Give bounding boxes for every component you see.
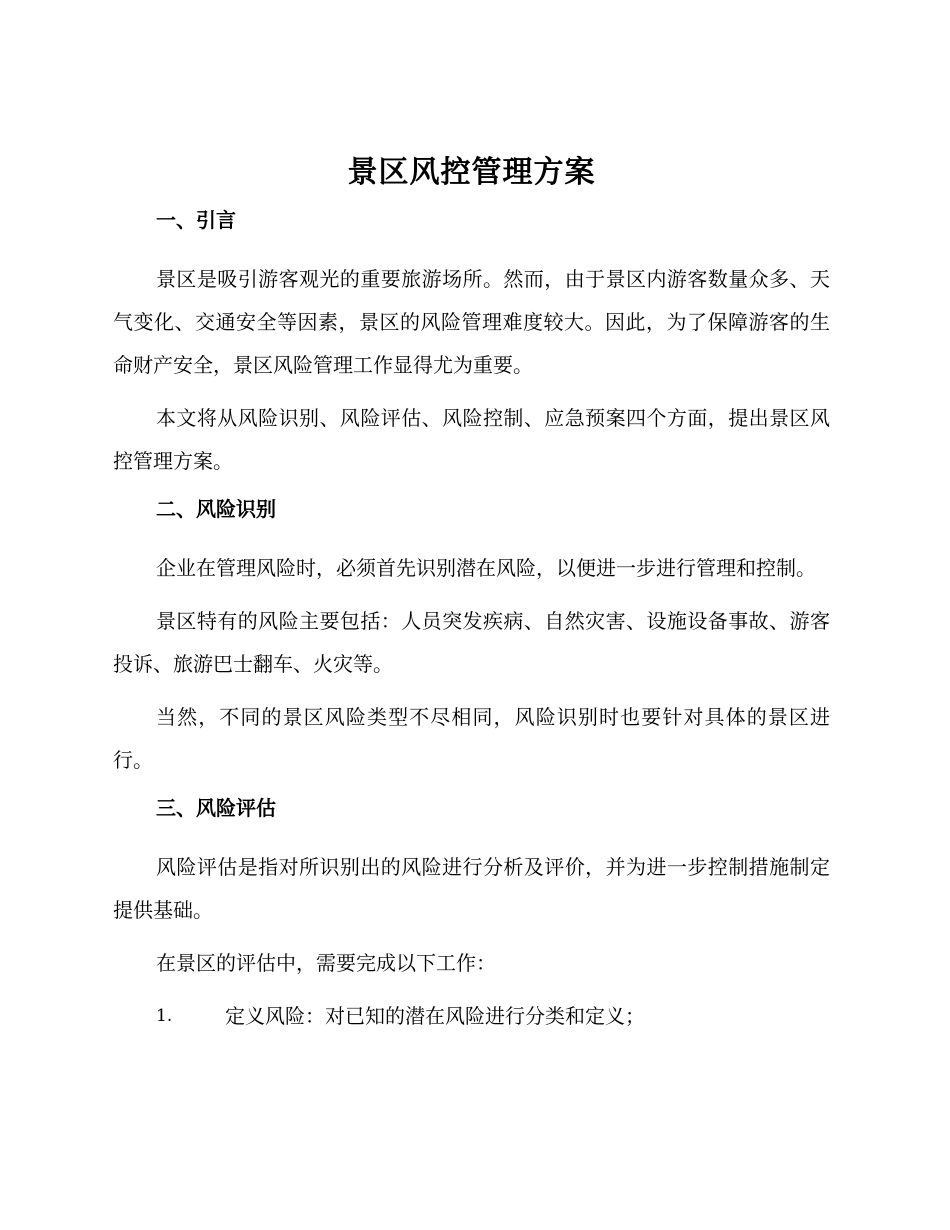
- list-item: [113, 995, 830, 1038]
- paragraph: 风险评估是指对所识别出的风险进行分析及评价，并为进一步控制措施制定提供基础。: [113, 855, 830, 922]
- paragraph: 当然，不同的景区风险类型不尽相同，风险识别时也要针对具体的景区进行。: [113, 705, 830, 772]
- list-item-number: 1.: [156, 1006, 173, 1026]
- document-page: [113, 150, 830, 1038]
- document-title: 景区风控管理方案: [347, 155, 596, 190]
- paragraph: 在景区的评估中，需要完成以下工作：: [156, 951, 496, 975]
- section-heading-risk-identification: 二、风险识别: [156, 497, 276, 521]
- section-heading-risk-assessment: 三、风险评估: [156, 796, 276, 820]
- paragraph: 景区特有的风险主要包括：人员突发疾病、自然灾害、设施设备事故、游客投诉、旅游巴士翻车、火灾等。: [113, 609, 830, 676]
- paragraph: 本文将从风险识别、风险评估、风险控制、应急预案四个方面，提出景区风控管理方案。: [113, 406, 830, 473]
- paragraph: 景区是吸引游客观光的重要旅游场所。然而，由于景区内游客数量众多、天气变化、交通安全等因素，景区的风险管理难度较大。因此，为了保障游客的生命财产安全，景区风险管理工作显得尤为重要。: [113, 267, 830, 377]
- list-item-text: 定义风险：对已知的潜在风险进行分类和定义；: [225, 1004, 645, 1028]
- section-heading-introduction: 一、引言: [156, 208, 236, 232]
- paragraph: 企业在管理风险时，必须首先识别潜在风险，以便进一步进行管理和控制。: [156, 556, 816, 580]
